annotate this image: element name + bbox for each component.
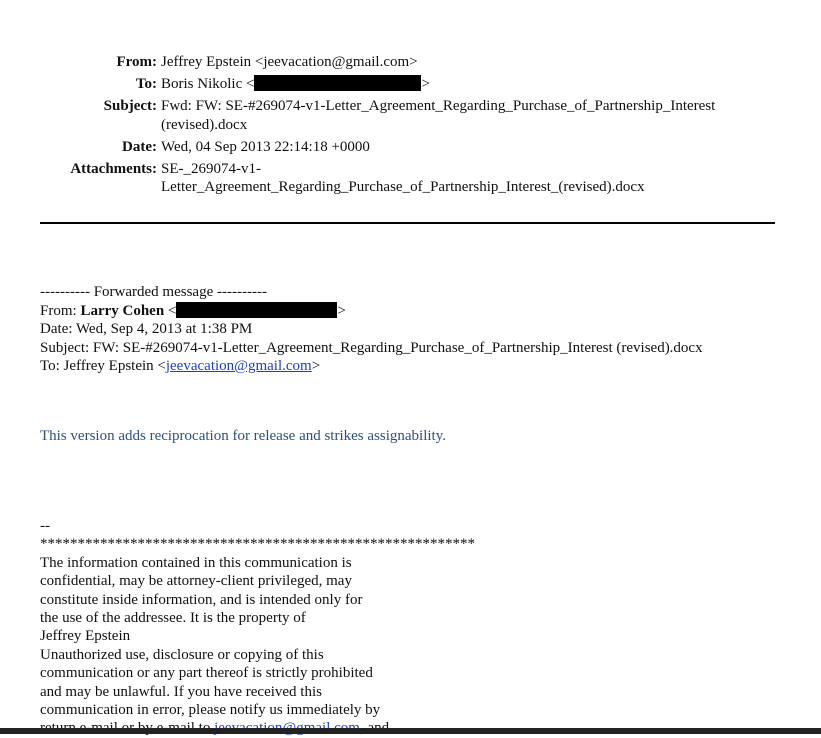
header-to-row: [0, 75, 781, 97]
forwarded-from-line: [40, 302, 703, 321]
disclaimer-line: The information contained in this communication is: [40, 554, 352, 571]
header-date-row: [0, 138, 781, 160]
message-body: This version adds reciprocation for release and strikes assignability.: [40, 428, 446, 444]
disclaimer-line: communication or any part thereof is strictly prohibited: [40, 665, 373, 682]
signature-block: [40, 517, 475, 738]
header-subject-row: [0, 97, 781, 138]
redaction-box: [254, 75, 421, 91]
from-value: Jeffrey Epstein <jeevacation@gmail.com>: [161, 54, 418, 70]
disclaimer-line: confidential, may be attorney-client privileged, may: [40, 573, 352, 590]
header-attachments-row: [0, 160, 781, 201]
subject-line-2: (revised).docx: [161, 116, 248, 133]
forwarded-separator: ---------- Forwarded message ----------: [40, 284, 267, 300]
to-suffix: >: [421, 76, 430, 92]
to-value: [161, 75, 781, 97]
attachments-value[interactable]: [161, 160, 781, 201]
attachments-label: Attachments:: [70, 160, 157, 177]
date-value: Wed, 04 Sep 2013 22:14:18 +0000: [161, 138, 370, 155]
forwarded-date-line: Date: Wed, Sep 4, 2013 at 1:38 PM: [40, 321, 253, 337]
signature-dashes: --: [40, 518, 50, 534]
disclaimer-line: constitute inside information, and is intended only for: [40, 591, 363, 608]
forwarded-from-name: Larry Cohen: [80, 302, 165, 319]
forwarded-from-open: <: [164, 302, 177, 319]
disclaimer-line: communication in error, please notify us immediately by: [40, 702, 381, 719]
disclaimer-line: Unauthorized use, disclosure or copying of this: [40, 646, 324, 663]
forwarded-from-close: >: [337, 302, 346, 319]
redaction-box: [176, 302, 337, 318]
forwarded-message: [40, 283, 703, 376]
subject-label: Subject:: [103, 98, 157, 114]
disclaimer-line: the use of the addressee. It is the property of: [40, 610, 306, 627]
signature-stars: **********************************************************: [40, 536, 475, 553]
forwarded-to-suffix: >: [311, 358, 321, 374]
disclaimer-line: and may be unlawful. If you have received this: [40, 683, 322, 700]
disclaimer-line: Jeffrey Epstein: [40, 628, 131, 645]
forwarded-subject-line: Subject: FW: SE-#269074-v1-Letter_Agreement_Regarding_Purchase_of_Partnership_Interest (revised).docx: [40, 339, 703, 356]
forwarded-to-prefix: To: Jeffrey Epstein <: [40, 358, 166, 374]
attachment-line-2: Letter_Agreement_Regarding_Purchase_of_Partnership_Interest_(revised).docx: [161, 179, 645, 195]
forwarded-from-prefix: From:: [40, 302, 81, 319]
from-label: From:: [116, 54, 157, 70]
subject-line-1: Fwd: FW: SE-#269074-v1-Letter_Agreement_Regarding_Purchase_of_Partnership_Interest: [161, 98, 716, 114]
page-bottom-edge: [0, 728, 821, 734]
email-header: [0, 53, 781, 200]
header-from-row: [0, 53, 781, 75]
to-prefix: Boris Nikolic <: [161, 76, 255, 92]
attachment-line-1: SE-_269074-v1-: [161, 160, 261, 177]
date-label: Date:: [122, 138, 157, 155]
to-label: To:: [135, 76, 157, 92]
subject-value: [161, 97, 781, 138]
forwarded-to-line: [40, 357, 703, 376]
header-divider: [40, 222, 775, 224]
forwarded-to-email-link[interactable]: jeevacation@gmail.com: [165, 358, 312, 374]
